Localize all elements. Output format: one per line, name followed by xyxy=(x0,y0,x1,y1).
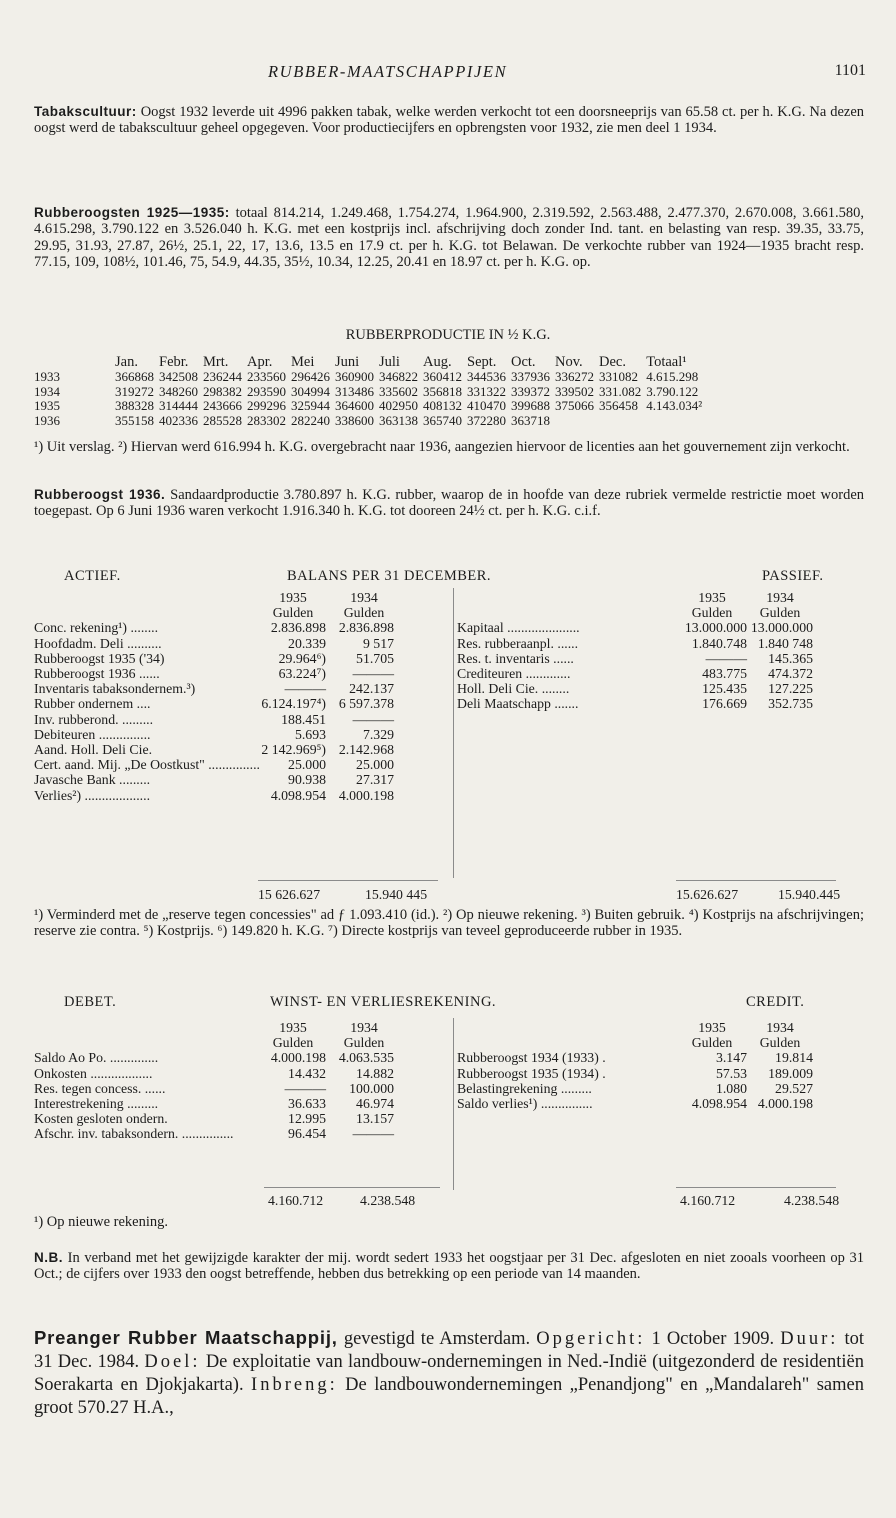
asset-row xyxy=(34,636,394,651)
value-1935: 4.000.198 xyxy=(270,1050,326,1066)
production-value: 337936 xyxy=(511,368,550,384)
year-heading: 1935 xyxy=(279,1020,307,1035)
value-1934: 352.735 xyxy=(768,696,813,712)
production-value: 338600 xyxy=(335,413,374,429)
pnl-total-rule-left xyxy=(264,1187,440,1188)
asset-row xyxy=(34,727,394,742)
unit-heading: Gulden xyxy=(691,605,733,621)
pnl-divider xyxy=(453,1018,454,1190)
pnl-footnote: ¹) Op nieuwe rekening. xyxy=(34,1214,168,1230)
tabakscultuur-paragraph xyxy=(34,104,864,137)
balance-total-rule-left xyxy=(258,880,438,881)
month-heading: Aug. xyxy=(423,354,452,370)
asset-row xyxy=(34,772,394,787)
debit-row xyxy=(34,1081,394,1096)
month-heading: Juli xyxy=(379,354,400,370)
balance-assets-table xyxy=(34,590,394,803)
value-1934: 4.000.198 xyxy=(757,1096,813,1112)
production-value: 331.082 xyxy=(599,383,642,399)
production-value: 364600 xyxy=(335,398,374,414)
balance-total-left-1935: 15 626.627 xyxy=(258,887,321,902)
line-item-label: Afschr. inv. tabaksondern. ............... xyxy=(34,1126,234,1142)
production-table xyxy=(34,355,707,429)
value-1934: 1.840 748 xyxy=(757,635,813,651)
liability-row xyxy=(457,636,813,651)
nb-text: In verband met het gewijzigde karakter der mij. wordt sedert 1933 het oogstjaar per 31 Dec. afgesloten en niet zooals voorheen op 31 Oct.; de cijfers over 1933 den oogst betreffende, hebben dus betrekking op een periode van 14 maanden. xyxy=(34,1250,865,1283)
value-1935: 4.098.954 xyxy=(691,1096,747,1112)
production-value: 339372 xyxy=(511,383,550,399)
nb-paragraph xyxy=(34,1250,864,1283)
value-1934: 127.225 xyxy=(768,681,813,697)
value-1934: 242.137 xyxy=(349,681,394,697)
line-item-label: Belastingrekening ......... xyxy=(457,1080,592,1096)
pnl-total-rule-right xyxy=(676,1187,836,1188)
value-1934: 9 517 xyxy=(362,635,394,651)
production-value: 314444 xyxy=(159,398,198,414)
production-value xyxy=(599,414,646,429)
production-value: 363718 xyxy=(511,413,550,429)
duur-key: Duur: xyxy=(780,1329,839,1349)
value-1935: 2 142.969⁵) xyxy=(261,742,326,758)
running-header xyxy=(0,62,896,86)
company-paragraph xyxy=(34,1326,864,1420)
asset-row xyxy=(34,757,394,772)
doel-value: De exploitatie van landbouw-ondernemingen in Ned.-Indië (uitgezonderd de residentiën Soerakarta en Djokjakarta). xyxy=(34,1352,865,1395)
production-value: 298382 xyxy=(203,383,242,399)
liability-row xyxy=(457,651,813,666)
balance-footnote: ¹) Verminderd met de „reserve tegen concessies" ad ƒ 1.093.410 (id.). ²) Op nieuwe rekening. ³) Buiten gebruik. ⁴) Kostprijs na afschrijvingen; reserve zie contra. ⁵) Kostprijs. ⁶) 149.820 h. K.G. ⁷) Directe kostprijs van teveel geproduceerde rubber in 1935. xyxy=(34,907,864,939)
value-1934: 2.836.898 xyxy=(338,620,394,636)
value-1934: 13.157 xyxy=(356,1111,394,1127)
asset-row xyxy=(34,712,394,727)
production-row xyxy=(34,385,707,400)
production-value: 339502 xyxy=(555,383,594,399)
value-1934: 29.527 xyxy=(775,1080,813,1096)
line-item-label: Verlies²) ................... xyxy=(34,787,151,803)
pnl-total-right-1934: 4.238.548 xyxy=(784,1193,840,1208)
production-value: 366868 xyxy=(115,368,154,384)
value-1935: 483.775 xyxy=(702,666,747,682)
production-value: 233560 xyxy=(247,368,286,384)
month-heading: Nov. xyxy=(555,354,583,370)
value-1935: ——— xyxy=(284,1080,326,1096)
production-value: 243666 xyxy=(203,398,242,414)
asset-row xyxy=(34,696,394,711)
year-heading: 1934 xyxy=(350,590,378,605)
value-1935: ——— xyxy=(705,650,747,666)
value-1934: 14.882 xyxy=(356,1065,394,1081)
month-heading: Totaal¹ xyxy=(646,354,687,370)
value-1934: 19.814 xyxy=(775,1050,813,1066)
production-value: 402336 xyxy=(159,413,198,429)
value-1935: 57.53 xyxy=(715,1065,747,1081)
production-value: 299296 xyxy=(247,398,286,414)
balance-total-right-1935: 15.626.627 xyxy=(676,887,739,902)
line-item-label: Crediteuren ............. xyxy=(457,666,571,682)
duur-value: tot 31 Dec. 1984. xyxy=(34,1329,865,1372)
line-item-label: Rubber ondernem .... xyxy=(34,696,151,712)
balance-left-title: ACTIEF. xyxy=(64,568,121,584)
production-value: 4.143.034² xyxy=(646,398,703,414)
asset-row xyxy=(34,620,394,635)
value-1934: ——— xyxy=(352,666,394,682)
balance-divider xyxy=(453,588,454,878)
company-name: Preanger Rubber Maatschappij, xyxy=(34,1327,338,1348)
line-item-label: Inv. rubberond. ......... xyxy=(34,711,154,727)
unit-heading: Gulden xyxy=(759,1035,801,1051)
company-seat: gevestigd te Amsterdam. xyxy=(343,1329,531,1349)
month-heading: Jan. xyxy=(115,354,138,370)
debit-row xyxy=(34,1111,394,1126)
balance-total-right-1934: 15.940.445 xyxy=(778,887,841,902)
month-heading: Sept. xyxy=(467,354,497,370)
row-year: 1936 xyxy=(34,413,60,429)
unit-heading: Gulden xyxy=(343,605,385,621)
rubberoogst-1936-lead: Rubberoogst 1936. xyxy=(34,487,166,502)
value-1935: 96.454 xyxy=(288,1126,326,1142)
production-value: 331082 xyxy=(599,368,638,384)
production-value: 342508 xyxy=(159,368,198,384)
asset-row xyxy=(34,742,394,757)
row-year: 1933 xyxy=(34,368,60,384)
liability-row xyxy=(457,666,813,681)
line-item-label: Saldo Ao Po. .............. xyxy=(34,1050,159,1066)
value-1934: 7.329 xyxy=(362,726,394,742)
value-1934: 25.000 xyxy=(356,757,394,773)
year-heading: 1935 xyxy=(698,590,726,605)
year-heading: 1934 xyxy=(350,1020,378,1035)
production-value: 363138 xyxy=(379,413,418,429)
rubberoogsten-paragraph xyxy=(34,205,864,270)
production-value xyxy=(555,414,599,429)
production-value: 388328 xyxy=(115,398,154,414)
value-1935: 29.964⁶) xyxy=(278,650,326,666)
value-1935: 20.339 xyxy=(288,635,326,651)
line-item-label: Cert. aand. Mij. „De Oostkust" ............... xyxy=(34,757,260,773)
value-1935: 188.451 xyxy=(281,711,326,727)
production-value: 335602 xyxy=(379,383,418,399)
balance-total-rule-right xyxy=(676,880,836,881)
value-1935: 6.124.197⁴) xyxy=(261,696,326,712)
line-item-label: Holl. Deli Cie. ........ xyxy=(457,681,570,697)
line-item-label: Onkosten .................. xyxy=(34,1065,153,1081)
value-1934: 27.317 xyxy=(356,772,394,788)
asset-row xyxy=(34,788,394,803)
year-heading: 1935 xyxy=(698,1020,726,1035)
production-value: 356818 xyxy=(423,383,462,399)
credit-row xyxy=(457,1081,813,1096)
inbreng-value: De landbouwondernemingen „Penandjong" en „Mandalareh" samen groot 570.27 H.A., xyxy=(34,1375,864,1418)
production-row xyxy=(34,370,707,385)
production-value: 282240 xyxy=(291,413,330,429)
tabakscultuur-text: Oogst 1932 leverde uit 4996 pakken tabak, welke werden verkocht tot een doorsneeprijs van 65.58 ct. per h. K.G. Na dezen oogst werd de tabakscultuur geheel opgegeven. Voor productiecijfers en opbrengsten voor 1932, zie men deel 1 1934. xyxy=(34,104,865,137)
value-1935: 12.995 xyxy=(288,1111,326,1127)
line-item-label: Rubberoogst 1934 (1933) . xyxy=(457,1050,606,1066)
production-value: 236244 xyxy=(203,368,242,384)
debit-row xyxy=(34,1050,394,1065)
inbreng-key: Inbreng: xyxy=(251,1375,338,1395)
production-value: 346822 xyxy=(379,368,418,384)
pnl-total-right-1935: 4.160.712 xyxy=(680,1193,736,1208)
production-value: 355158 xyxy=(115,413,154,429)
month-heading: Mei xyxy=(291,354,315,370)
nb-lead: N.B. xyxy=(34,1250,63,1265)
value-1935: 3.147 xyxy=(715,1050,747,1066)
production-value: 375066 xyxy=(555,398,594,414)
production-header-row xyxy=(34,355,707,370)
production-value: 4.615.298 xyxy=(646,368,699,384)
value-1934: 4.000.198 xyxy=(338,787,394,803)
line-item-label: Rubberoogst 1936 ...... xyxy=(34,666,160,682)
value-1935: 63.224⁷) xyxy=(278,666,326,682)
year-heading: 1934 xyxy=(766,590,794,605)
pnl-center-title: WINST- EN VERLIESREKENING. xyxy=(270,994,497,1010)
line-item-label: Saldo verlies¹) ............... xyxy=(457,1096,593,1112)
line-item-label: Conc. rekening¹) ........ xyxy=(34,620,159,636)
value-1934: 13.000.000 xyxy=(750,620,813,636)
production-value: 408132 xyxy=(423,398,462,414)
value-1935: 14.432 xyxy=(288,1065,326,1081)
production-value: 304994 xyxy=(291,383,330,399)
value-1934: 6 597.378 xyxy=(338,696,394,712)
production-value: 336272 xyxy=(555,368,594,384)
line-item-label: Inventaris tabaksondernem.³) xyxy=(34,681,196,697)
debit-row xyxy=(34,1126,394,1141)
value-1935: 5.693 xyxy=(294,726,326,742)
month-heading: Dec. xyxy=(599,354,626,370)
unit-heading: Gulden xyxy=(759,605,801,621)
production-value: 348260 xyxy=(159,383,198,399)
value-1934: ——— xyxy=(352,711,394,727)
production-value: 360900 xyxy=(335,368,374,384)
credit-row xyxy=(457,1050,813,1065)
value-1934: 145.365 xyxy=(768,650,813,666)
pnl-credit-table xyxy=(457,1020,813,1111)
value-1935: 4.098.954 xyxy=(270,787,326,803)
rubberoogsten-lead: Rubberoogsten 1925—1935: xyxy=(34,205,230,220)
line-item-label: Debiteuren ............... xyxy=(34,726,151,742)
opgericht-value: 1 October 1909. xyxy=(651,1329,775,1349)
production-value: 410470 xyxy=(467,398,506,414)
liability-row xyxy=(457,696,813,711)
balance-center-title: BALANS PER 31 DECEMBER. xyxy=(287,568,492,584)
value-1934: 46.974 xyxy=(356,1096,394,1112)
value-1935: 2.836.898 xyxy=(270,620,326,636)
pnl-left-title: DEBET. xyxy=(64,994,117,1010)
year-heading: 1935 xyxy=(279,590,307,605)
line-item-label: Res. t. inventaris ...... xyxy=(457,650,574,666)
value-1934: 189.009 xyxy=(768,1065,813,1081)
debit-row xyxy=(34,1096,394,1111)
pnl-right-title: CREDIT. xyxy=(746,994,805,1010)
asset-row xyxy=(34,666,394,681)
line-item-label: Kosten gesloten ondern. xyxy=(34,1111,168,1127)
production-row xyxy=(34,399,707,414)
month-heading: Apr. xyxy=(247,354,273,370)
production-value: 293590 xyxy=(247,383,286,399)
value-1935: 1.840.748 xyxy=(691,635,747,651)
line-item-label: Rubberoogst 1935 (1934) . xyxy=(457,1065,606,1081)
rubberoogsten-text: totaal 814.214, 1.249.468, 1.754.274, 1.964.900, 2.319.592, 2.563.488, 2.477.370, 2.670.008, 3.661.580, 4.615.298, 3.790.122 en 3.526.040 h. K.G. met een kostprijs incl. afschrijving doch zonder Ind. tant. en belasting van resp. 39.35, 33.75, 29.95, 31.93, 27.87, 26½, 25.1, 22, 17, 13.6, 13.5 en 17.9 ct. per h. K.G. tot Belawan. De verkochte rubber van 1924—1935 bracht resp. 77.15, 109, 108½, 101.46, 75, 54.9, 44.35, 35½, 10.34, 12.25, 20.41 en 18.97 ct. per h. K.G. op. xyxy=(34,205,864,270)
production-value xyxy=(646,414,707,429)
asset-row xyxy=(34,651,394,666)
opgericht-key: Opgericht: xyxy=(536,1329,646,1349)
production-value: 356458 xyxy=(599,398,638,414)
production-value: 325944 xyxy=(291,398,330,414)
production-value: 283302 xyxy=(247,413,286,429)
production-row xyxy=(34,414,707,429)
month-heading: Febr. xyxy=(159,354,189,370)
value-1935: 1.080 xyxy=(715,1080,747,1096)
balance-right-title: PASSIEF. xyxy=(762,568,824,584)
row-year: 1935 xyxy=(34,398,60,414)
balance-total-left-1934: 15.940 445 xyxy=(365,887,428,902)
value-1935: 176.669 xyxy=(702,696,747,712)
rubberoogst-1936-paragraph xyxy=(34,487,864,520)
production-title: RUBBERPRODUCTIE IN ½ K.G. xyxy=(345,327,551,343)
production-value: 402950 xyxy=(379,398,418,414)
unit-heading: Gulden xyxy=(343,1035,385,1051)
month-heading: Juni xyxy=(335,354,360,370)
line-item-label: Kapitaal ..................... xyxy=(457,620,580,636)
pnl-debit-table xyxy=(34,1020,394,1142)
production-footnote: ¹) Uit verslag. ²) Hiervan werd 616.994 h. K.G. overgebracht naar 1936, aangezien hiervoor de licenties aan het gouvernement zijn verkocht. xyxy=(34,439,850,455)
line-item-label: Res. rubberaanpl. ...... xyxy=(457,635,579,651)
liability-row xyxy=(457,681,813,696)
tabakscultuur-lead: Tabakscultuur: xyxy=(34,104,137,119)
value-1934: 4.063.535 xyxy=(338,1050,394,1066)
production-value: 296426 xyxy=(291,368,330,384)
pnl-total-left-1934: 4.238.548 xyxy=(360,1193,416,1208)
liability-row xyxy=(457,620,813,635)
production-value: 285528 xyxy=(203,413,242,429)
value-1934: ——— xyxy=(352,1126,394,1142)
value-1934: 474.372 xyxy=(768,666,813,682)
production-value: 319272 xyxy=(115,383,154,399)
line-item-label: Interestrekening ......... xyxy=(34,1096,159,1112)
production-value: 365740 xyxy=(423,413,462,429)
line-item-label: Rubberoogst 1935 ('34) xyxy=(34,650,165,666)
production-value: 372280 xyxy=(467,413,506,429)
month-heading: Mrt. xyxy=(203,354,229,370)
line-item-label: Res. tegen concess. ...... xyxy=(34,1080,166,1096)
asset-row xyxy=(34,681,394,696)
header-title: RUBBER-MAATSCHAPPIJEN xyxy=(268,62,508,81)
value-1934: 100.000 xyxy=(349,1080,394,1096)
page-number: 1101 xyxy=(834,62,866,79)
credit-row xyxy=(457,1096,813,1111)
value-1934: 2.142.968 xyxy=(338,742,394,758)
value-1934: 51.705 xyxy=(356,650,394,666)
value-1935: 25.000 xyxy=(288,757,326,773)
value-1935: 36.633 xyxy=(288,1096,326,1112)
value-1935: 13.000.000 xyxy=(684,620,747,636)
pnl-total-left-1935: 4.160.712 xyxy=(268,1193,324,1208)
production-value: 344536 xyxy=(467,368,506,384)
unit-heading: Gulden xyxy=(272,605,314,621)
doel-key: Doel: xyxy=(144,1352,201,1372)
rubberoogst-1936-text: Sandaardproductie 3.780.897 h. K.G. rubber, waarop de in hoofde van deze rubriek vermelde restrictie moet worden toegepast. Op 6 Juni 1936 waren verkocht 1.916.340 h. K.G. tot dooreen 24½ ct. per h. K.G. c.i.f. xyxy=(34,487,865,520)
production-value: 399688 xyxy=(511,398,550,414)
unit-heading: Gulden xyxy=(691,1035,733,1051)
balance-liabilities-table xyxy=(457,590,813,712)
unit-heading: Gulden xyxy=(272,1035,314,1051)
month-heading: Oct. xyxy=(511,354,536,370)
production-value: 313486 xyxy=(335,383,374,399)
year-heading: 1934 xyxy=(766,1020,794,1035)
line-item-label: Aand. Holl. Deli Cie. xyxy=(34,742,153,758)
line-item-label: Javasche Bank ......... xyxy=(34,772,151,788)
production-value: 331322 xyxy=(467,383,506,399)
line-item-label: Deli Maatschapp ....... xyxy=(457,696,579,712)
debit-row xyxy=(34,1066,394,1081)
row-year: 1934 xyxy=(34,383,60,399)
credit-row xyxy=(457,1066,813,1081)
production-value: 360412 xyxy=(423,368,462,384)
value-1935: ——— xyxy=(284,681,326,697)
production-value: 3.790.122 xyxy=(646,383,699,399)
value-1935: 125.435 xyxy=(702,681,747,697)
line-item-label: Hoofdadm. Deli .......... xyxy=(34,635,162,651)
value-1935: 90.938 xyxy=(288,772,326,788)
